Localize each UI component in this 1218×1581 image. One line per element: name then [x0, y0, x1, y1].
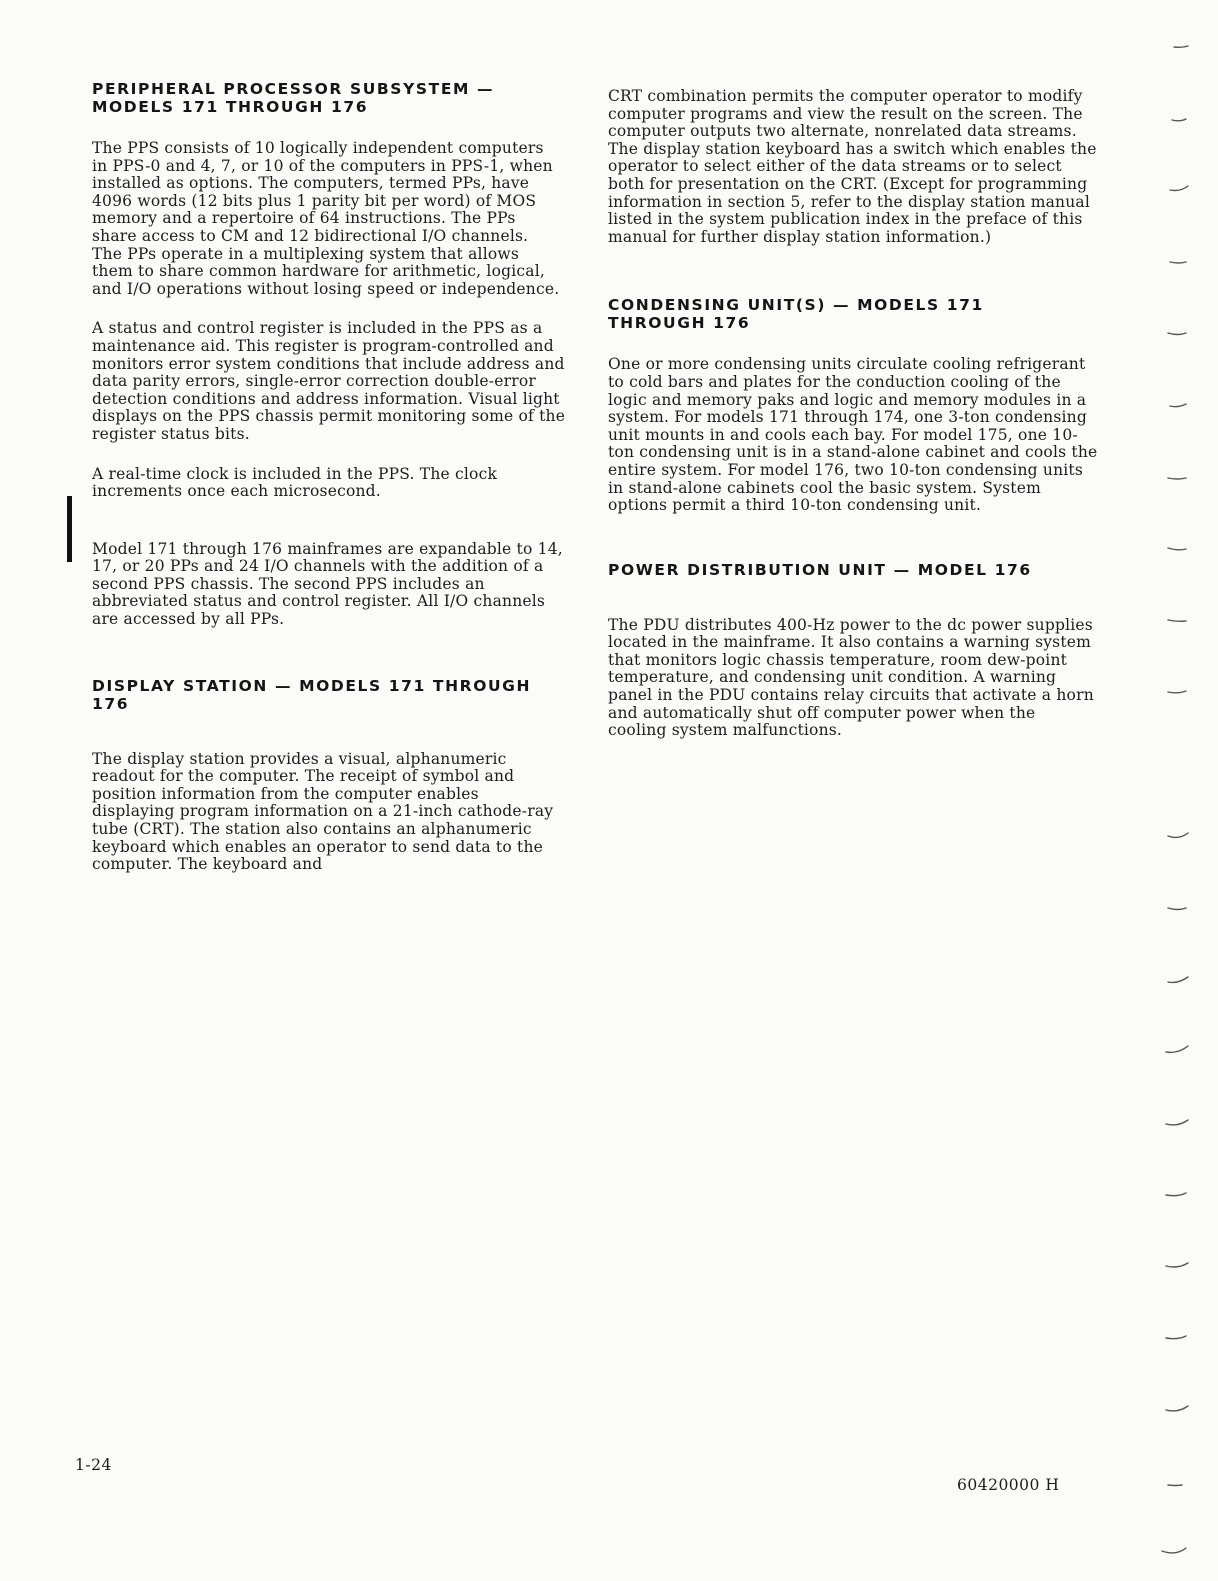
right-column [608, 88, 1098, 740]
display-station-continued: CRT combination permits the computer operator to modify computer programs and view the result on the screen. The computer outputs two alternate, nonrelated data streams. The display station keyboard has a switch which enables the operator to select either of the data streams or to select both for presentation on the CRT. (Except for programming information in section 5, refer to the display station manual listed in the system publication index in the preface of this manual for further display station information.) [608, 87, 1097, 246]
power-distribution-paragraph: The PDU distributes 400-Hz power to the dc power supplies located in the mainframe. It also contains a warning system that monitors logic chassis temperature, room dew-point temperature, and condensing unit condition. A warning panel in the PDU contains relay circuits that activate a horn and automatically shut off computer power when the cooling system malfunctions. [608, 615, 1094, 740]
pps-paragraph-1: The PPS consists of 10 logically independent computers in PPS-0 and 4, 7, or 10 of the computers in PPS-1, when installed as options. The computers, termed PPs, have 4096 words (12 bits plus 1 parity bit per word) of MOS memory and a repertoire of 64 instructions. The PPs share access to CM and 12 bidirectional I/O channels. The PPs operate in a multiplexing system that allows them to share common hardware for arithmetic, logical, and I/O operations without losing speed or independence. [92, 139, 560, 298]
pps-paragraph-3: A real-time clock is included in the PPS. The clock increments once each microsecond. [92, 464, 498, 501]
condensing-unit-paragraph: One or more condensing units circulate cooling refrigerant to cold bars and plates for the conduction cooling of the logic and memory paks and logic and memory modules in a system. For models 171 through 174, one 3-ton condensing unit mounts in and cools each bay. For model 175, one 10-ton condensing unit is in a stand-alone cabinet and cools the entire system. For model 176, two 10-ton condensing units in stand-alone cabinets cool the basic system. System options permit a third 10-ton condensing unit. [608, 355, 1098, 515]
pps-paragraph-4: Model 171 through 176 mainframes are expandable to 14, 17, or 20 PPs and 24 I/O channels with the addition of a second PPS chassis. The second PPS includes an abbreviated status and control register. All I/O channels are accessed by all PPs. [92, 539, 563, 629]
condensing-unit-heading: CONDENSING UNIT(S) — MODELS 171 THROUGH 176 [608, 296, 984, 333]
left-column [92, 80, 570, 874]
display-station-heading: DISPLAY STATION — MODELS 171 THROUGH 176 [92, 676, 532, 713]
pps-paragraph-2: A status and control register is included in the PPS as a maintenance aid. This register is program-controlled and monitors error system conditions that include address and data parity errors, single-error correction double-error detection conditions and address information. Visual light displays on the PPS chassis permit monitoring some of the register status bits. [92, 319, 566, 443]
pps-heading: PERIPHERAL PROCESSOR SUBSYSTEM — MODELS 171 THROUGH 176 [92, 80, 495, 116]
binding-holes-decoration [1150, 0, 1218, 1581]
page-number: 1-24 [75, 1456, 112, 1474]
document-number: 60420000 H [957, 1476, 1060, 1494]
power-distribution-heading: POWER DISTRIBUTION UNIT — MODEL 176 [608, 560, 1032, 579]
revision-change-bar [67, 496, 72, 562]
display-station-paragraph: The display station provides a visual, alphanumeric readout for the computer. The receipt of symbol and position information from the computer enables displaying program information on a 21-inch cathode-ray tube (CRT). The station also contains an alphanumeric keyboard which enables an operator to send data to the computer. The keyboard and [92, 749, 554, 874]
